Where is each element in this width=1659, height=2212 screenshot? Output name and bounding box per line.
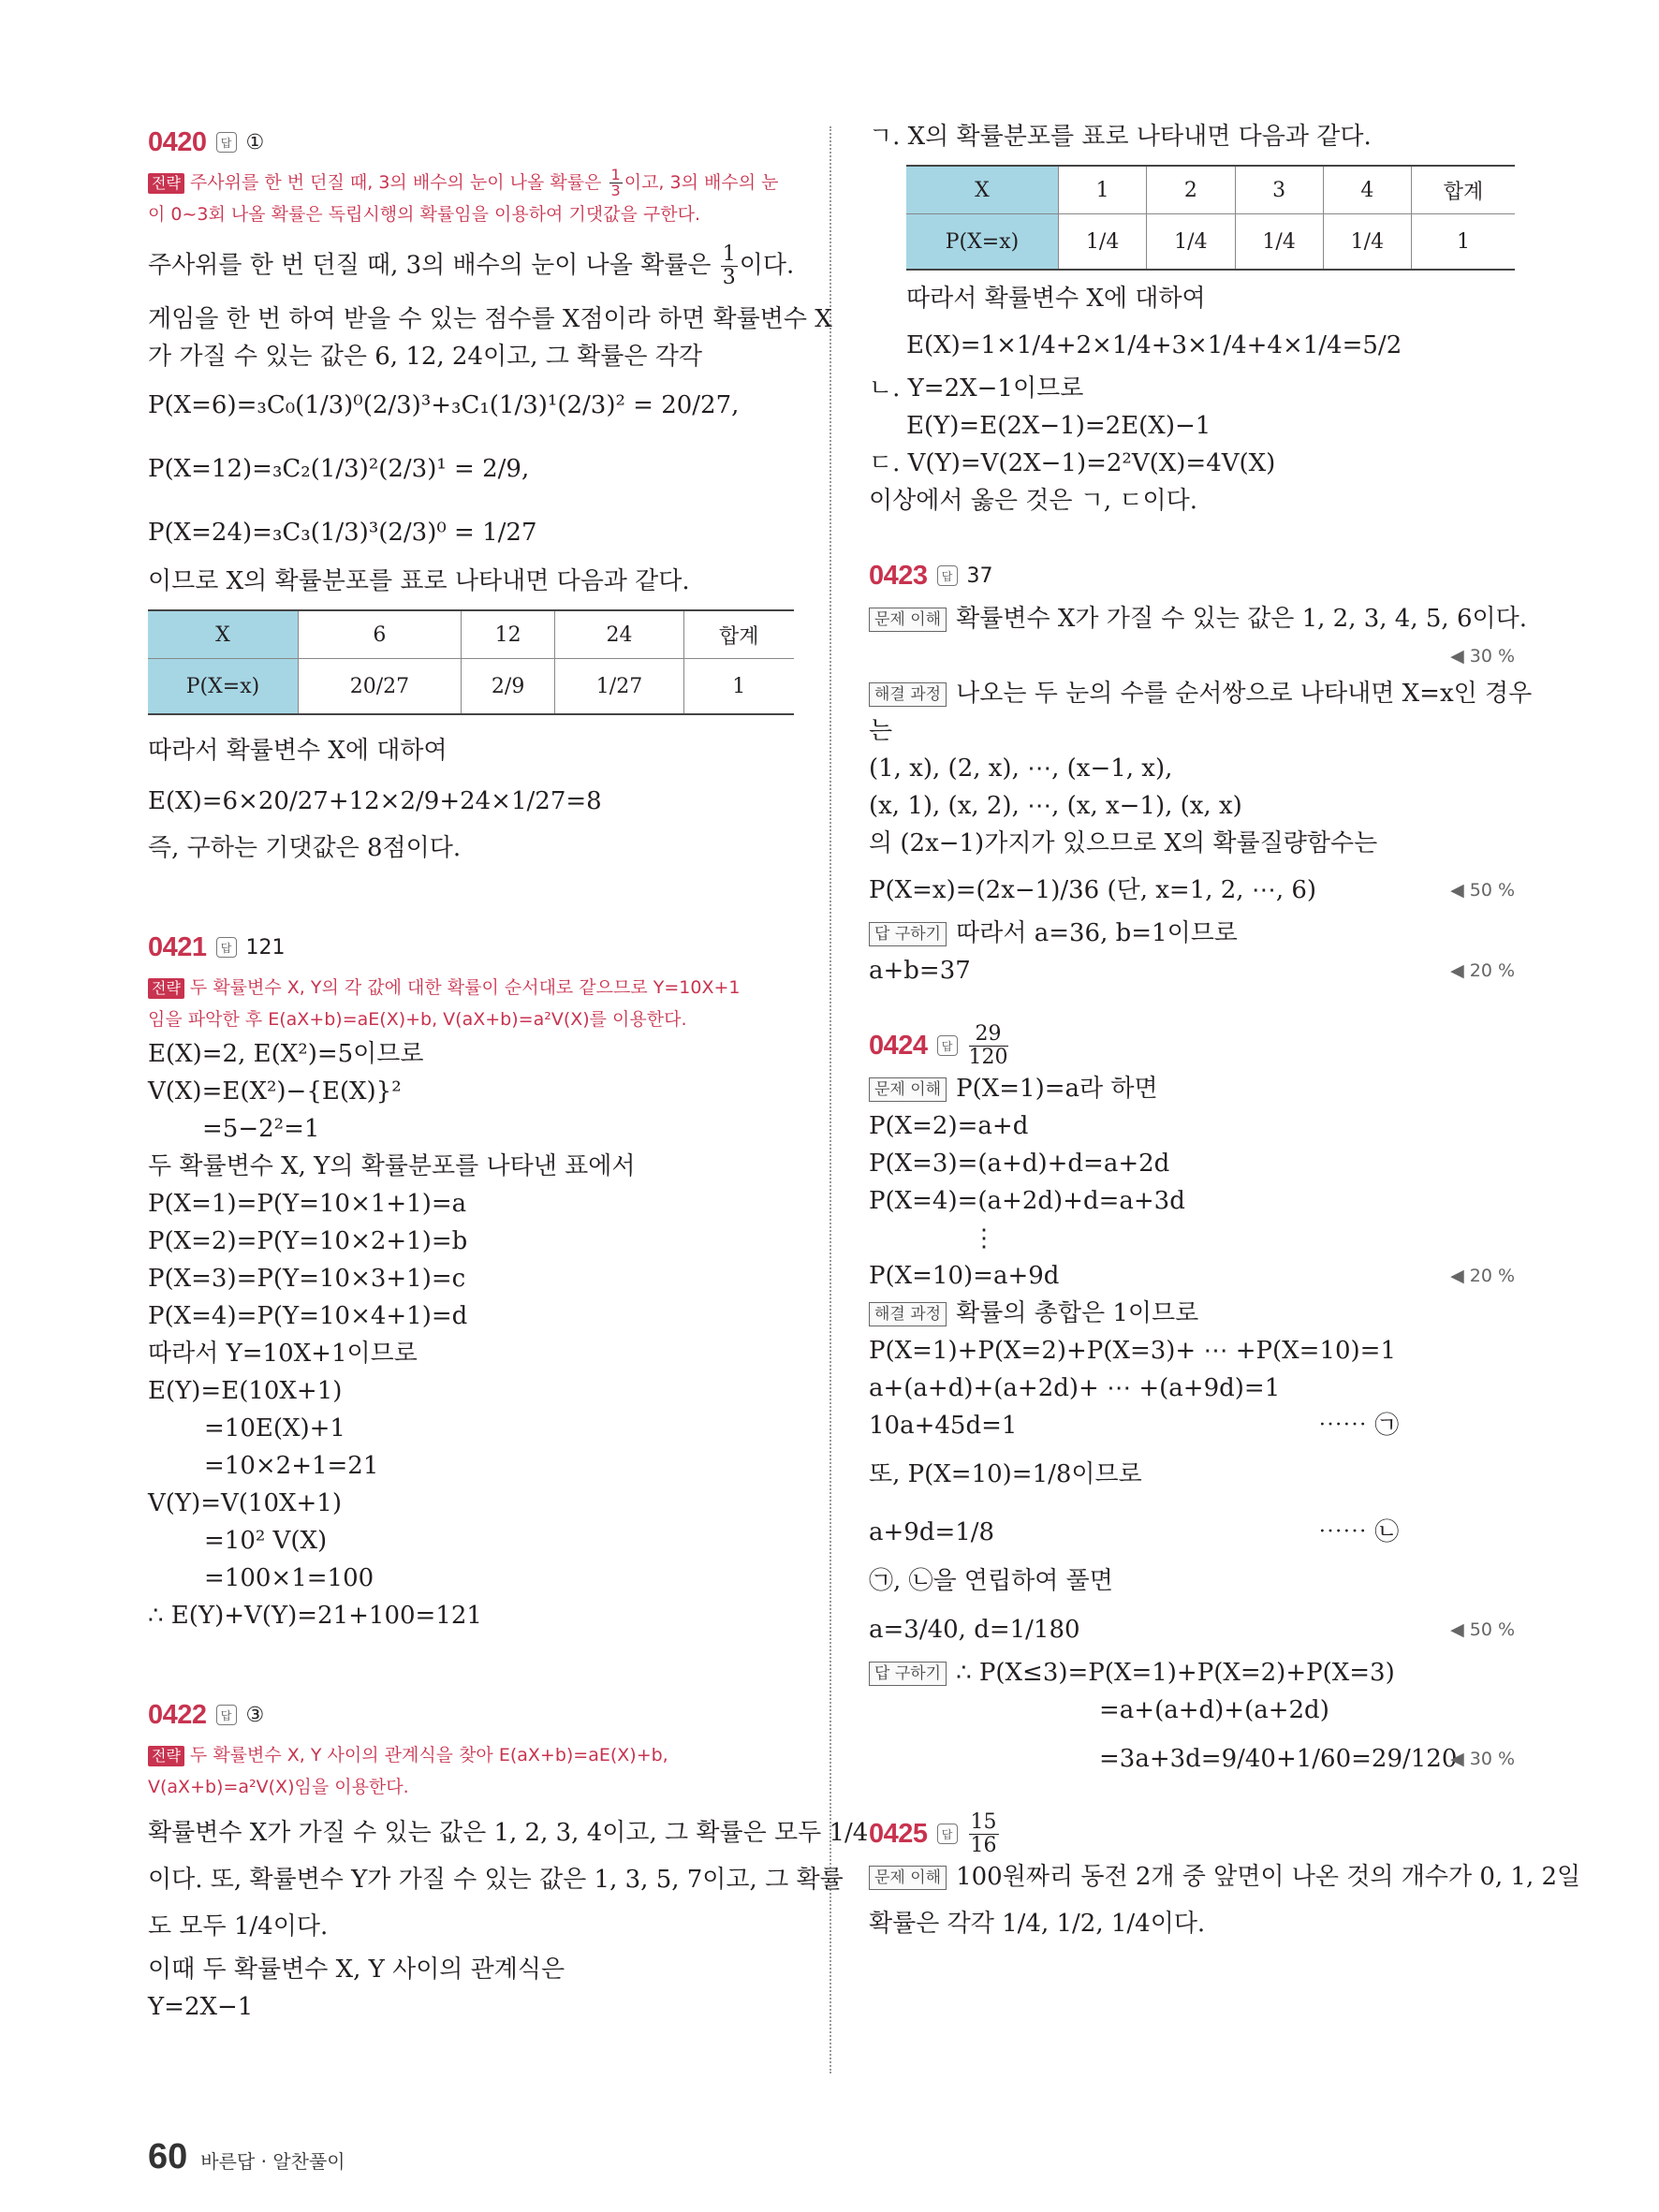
text-line: 도 모두 1/4이다. (148, 1912, 329, 1941)
step-tag: 해결 과정 (869, 1302, 947, 1326)
equation: P(X=6)=₃C₀(1/3)⁰(2/3)³+₃C₁(1/3)¹(2/3)² = 20/27, (148, 391, 740, 419)
text-line: 해결 과정 나오는 두 눈의 수를 순서쌍으로 나타내면 X=x인 경우 (869, 675, 1515, 712)
table-cell: P(X=x) (148, 659, 299, 715)
score-percent: ◀ 30 % (1450, 1749, 1515, 1769)
table-cell: 12 (461, 610, 555, 659)
text-line: =5−2²=1 (202, 1115, 320, 1143)
table-row (148, 659, 794, 715)
text-line: 주사위를 한 번 던질 때, 3의 배수의 눈이 나올 확률은 $\frac{1}{3}$ 이다. (148, 242, 795, 289)
text-line: ㄷ. V(Y)=V(2X−1)=2²V(X)=4V(X) (869, 449, 1276, 477)
text-line: E(Y)=E(10X+1) (148, 1377, 343, 1405)
text-line: 10a+45d=1 ⋯⋯ ㉠ (869, 1407, 1515, 1444)
text-line: ⋮ (972, 1224, 996, 1252)
text-line: =10E(X)+1 (204, 1414, 345, 1443)
equation-mark: ⋯⋯ ㉡ (1318, 1518, 1400, 1546)
table-cell: 1/4 (1059, 214, 1147, 271)
step-tag: 답 구하기 (869, 1662, 947, 1686)
problem-number: 0422 (148, 1699, 207, 1730)
table-cell: 2 (1147, 166, 1235, 214)
table-cell: 1/27 (555, 659, 683, 715)
table-cell: 1 (1059, 166, 1147, 214)
strategy: 전략 두 확률변수 X, Y의 각 값에 대한 확률이 순서대로 같으므로 Y=10X+1 (148, 972, 794, 1003)
text-line: 확률은 각각 1/4, 1/2, 1/4이다. (869, 1910, 1206, 1938)
equation: P(X=x)=(2x−1)/36 (단, x=1, 2, ⋯, 6) ◀ 50 % (869, 872, 1515, 909)
answer: ③ (245, 1703, 265, 1727)
strategy: 전략 주사위를 한 번 던질 때, 3의 배수의 눈이 나올 확률은 $\frac{1}{3}$ 이고, 3의 배수의 눈 (148, 167, 794, 198)
table-cell: 합계 (1412, 166, 1516, 214)
text-line: P(X=2)=a+d (869, 1112, 1029, 1140)
table-cell: 1/4 (1235, 214, 1323, 271)
left-column (148, 118, 869, 2026)
text-line: =10² V(X) (204, 1527, 328, 1555)
probability-table (148, 609, 794, 715)
text-line: 따라서 확률변수 X에 대하여 (148, 737, 448, 765)
answer-icon: 답 (937, 1035, 958, 1056)
score-percent: ◀ 30 % (1450, 646, 1515, 667)
text-line: P(X=2)=P(Y=10×2+1)=b (148, 1227, 468, 1255)
answer-icon: 답 (937, 565, 958, 586)
step-tag: 문제 이해 (869, 1077, 947, 1102)
table-cell: 6 (299, 610, 462, 659)
step-tag: 문제 이해 (869, 608, 947, 632)
table-cell: 합계 (683, 610, 794, 659)
text-line: =10×2+1=21 (204, 1452, 379, 1480)
text-line: E(X)=2, E(X²)=5이므로 (148, 1040, 424, 1068)
text-line: 답 구하기 ∴ P(X≤3)=P(X=1)+P(X=2)+P(X=3) (869, 1654, 1515, 1692)
text-line: 따라서 확률변수 X에 대하여 (906, 285, 1206, 313)
column-divider (830, 126, 831, 2073)
text-line: 따라서 Y=10X+1이므로 (148, 1340, 418, 1368)
problem-0421-header (148, 923, 794, 972)
answer: 15 16 (970, 1809, 997, 1857)
answer: ① (245, 130, 265, 154)
equation: E(X)=1×1/4+2×1/4+3×1/4+4×1/4=5/2 (906, 331, 1402, 359)
text-line: 또, P(X=10)=1/8이므로 (869, 1460, 1142, 1488)
page-number: 60 (148, 2137, 188, 2176)
problem-number: 0421 (148, 931, 207, 962)
problem-0420-header (148, 118, 794, 167)
table-cell: 3 (1235, 166, 1323, 214)
text-line: 이다. 또, 확률변수 Y가 가질 수 있는 값은 1, 3, 5, 7이고, 그 확률 (148, 1866, 844, 1894)
score-row (869, 637, 1515, 675)
answer-icon: 답 (216, 1705, 237, 1725)
text-line: ㉠, ㉡을 연립하여 풀면 (869, 1567, 1113, 1595)
table-cell: 24 (555, 610, 683, 659)
table-cell: 2/9 (461, 659, 555, 715)
score-percent: ◀ 20 % (1450, 1266, 1515, 1286)
step-tag: 문제 이해 (869, 1866, 947, 1890)
score-percent: ◀ 50 % (1450, 880, 1515, 901)
text-line: a+9d=1/8 ⋯⋯ ㉡ (869, 1514, 1515, 1551)
text-line: =3a+3d=9/40+1/60=29/120 ◀ 30 % (869, 1740, 1515, 1778)
text-line: P(X=10)=a+9d ◀ 20 % (869, 1257, 1515, 1295)
text-line: 는 (869, 717, 893, 745)
text-line: P(X=1)=P(Y=10×1+1)=a (148, 1190, 467, 1218)
text-line: =a+(a+d)+(a+2d) (1099, 1696, 1329, 1724)
equation: E(X)=6×20/27+12×2/9+24×1/27=8 (148, 787, 602, 815)
text-line: 가 가질 수 있는 값은 6, 12, 24이고, 그 확률은 각각 (148, 343, 703, 371)
table-cell: 1 (1412, 214, 1516, 271)
text-line: 답 구하기 따라서 a=36, b=1이므로 (869, 915, 1515, 952)
text-line: V(X)=E(X²)−{E(X)}² (148, 1077, 402, 1106)
answer-icon: 답 (937, 1824, 958, 1844)
text-line: 즉, 구하는 기댓값은 8점이다. (148, 834, 462, 862)
strategy: 전략 두 확률변수 X, Y 사이의 관계식을 찾아 E(aX+b)=aE(X)+b, (148, 1739, 794, 1771)
strategy-cont: 임을 파악한 후 E(aX+b)=aE(X)+b, V(aX+b)=a²V(X)를 이용한다. (148, 1009, 687, 1030)
equation: P(X=24)=₃C₃(1/3)³(2/3)⁰ = 1/27 (148, 519, 537, 547)
equation-mark: ⋯⋯ ㉠ (1318, 1412, 1400, 1440)
step-tag: 답 구하기 (869, 922, 947, 946)
table-cell: 1/4 (1323, 214, 1411, 271)
text-line: (x, 1), (x, 2), ⋯, (x, x−1), (x, x) (869, 792, 1242, 820)
text-line: 해결 과정 확률의 총합은 1이므로 (869, 1295, 1515, 1332)
table-cell: 1/4 (1147, 214, 1235, 271)
text-line: 이상에서 옳은 것은 ㄱ, ㄷ이다. (869, 487, 1197, 515)
table-cell: P(X=x) (906, 214, 1059, 271)
text-line: P(X=4)=(a+2d)+d=a+3d (869, 1187, 1185, 1215)
table-cell: 1 (683, 659, 794, 715)
answer: 37 (966, 564, 993, 588)
answer: 121 (245, 935, 286, 960)
text-line: P(X=4)=P(Y=10×4+1)=d (148, 1302, 468, 1330)
table-row (906, 214, 1515, 271)
table-cell: 4 (1323, 166, 1411, 214)
text-line: 문제 이해 P(X=1)=a라 하면 (869, 1070, 1515, 1107)
text-line: Y=2X−1 (148, 1993, 254, 2021)
text-line: ∴ E(Y)+V(Y)=21+100=121 (148, 1602, 482, 1630)
text-line: 이때 두 확률변수 X, Y 사이의 관계식은 (148, 1956, 565, 1984)
problem-0423-header (869, 551, 1515, 600)
step-tag: 해결 과정 (869, 682, 947, 707)
problem-0424-header (869, 1021, 1515, 1070)
text-line: 문제 이해 확률변수 X가 가질 수 있는 값은 1, 2, 3, 4, 5, 6이다. (869, 600, 1515, 637)
footer-title: 바른답 · 알찬풀이 (200, 2150, 345, 2173)
table-header-row (906, 166, 1515, 214)
text-line: P(X=1)+P(X=2)+P(X=3)+ ⋯ +P(X=10)=1 (869, 1337, 1397, 1365)
text-line: 두 확률변수 X, Y의 확률분포를 나타낸 표에서 (148, 1152, 636, 1180)
table-cell: X (906, 166, 1059, 214)
problem-number: 0423 (869, 560, 928, 591)
page-footer (148, 2137, 345, 2177)
problem-0425-header (869, 1809, 1515, 1858)
text-line: 게임을 한 번 하여 받을 수 있는 점수를 X점이라 하면 확률변수 X (148, 305, 832, 333)
strategy-cont: 이 0~3회 나올 확률은 독립시행의 확률임을 이용하여 기댓값을 구한다. (148, 204, 701, 225)
score-percent: ◀ 50 % (1450, 1619, 1515, 1640)
table-cell: X (148, 610, 299, 659)
text-line: a=3/40, d=1/180 ◀ 50 % (869, 1611, 1515, 1648)
strategy-cont: V(aX+b)=a²V(X)임을 이용한다. (148, 1777, 409, 1797)
strategy-tag: 전략 (148, 173, 184, 194)
answer-icon: 답 (216, 132, 237, 153)
problem-number: 0424 (869, 1030, 928, 1061)
text-line: a+(a+d)+(a+2d)+ ⋯ +(a+9d)=1 (869, 1374, 1281, 1402)
equation: a+b=37 ◀ 20 % (869, 952, 1515, 989)
right-column (869, 118, 1581, 1942)
score-percent: ◀ 20 % (1450, 960, 1515, 981)
text-line: ㄴ. Y=2X−1이므로 (869, 374, 1084, 403)
equation: E(Y)=E(2X−1)=2E(X)−1 (906, 412, 1211, 440)
table-header-row (148, 610, 794, 659)
text-line: P(X=3)=P(Y=10×3+1)=c (148, 1265, 466, 1293)
problem-number: 0420 (148, 126, 207, 157)
problem-0422-header (148, 1691, 794, 1739)
text-line: V(Y)=V(10X+1) (148, 1489, 342, 1517)
text-line: =100×1=100 (204, 1564, 374, 1592)
text-line: (1, x), (2, x), ⋯, (x−1, x), (869, 754, 1173, 783)
text-line: P(X=3)=(a+d)+d=a+2d (869, 1150, 1170, 1178)
text-line: 이므로 X의 확률분포를 표로 나타내면 다음과 같다. (148, 567, 690, 595)
problem-number: 0425 (869, 1818, 928, 1849)
text-line: ㄱ. X의 확률분포를 표로 나타내면 다음과 같다. (869, 123, 1372, 151)
equation: P(X=12)=₃C₂(1/3)²(2/3)¹ = 2/9, (148, 455, 530, 483)
answer-icon: 답 (216, 937, 237, 958)
text-line: 의 (2x−1)가지가 있으므로 X의 확률질량함수는 (869, 829, 1378, 857)
text-line: 문제 이해 100원짜리 동전 2개 중 앞면이 나온 것의 개수가 0, 1, 2일 (869, 1858, 1515, 1896)
table-cell: 20/27 (299, 659, 462, 715)
answer: 29 120 (968, 1021, 1008, 1069)
probability-table (906, 165, 1515, 271)
text-line: 확률변수 X가 가질 수 있는 값은 1, 2, 3, 4이고, 그 확률은 모두 1/4 (148, 1819, 869, 1847)
